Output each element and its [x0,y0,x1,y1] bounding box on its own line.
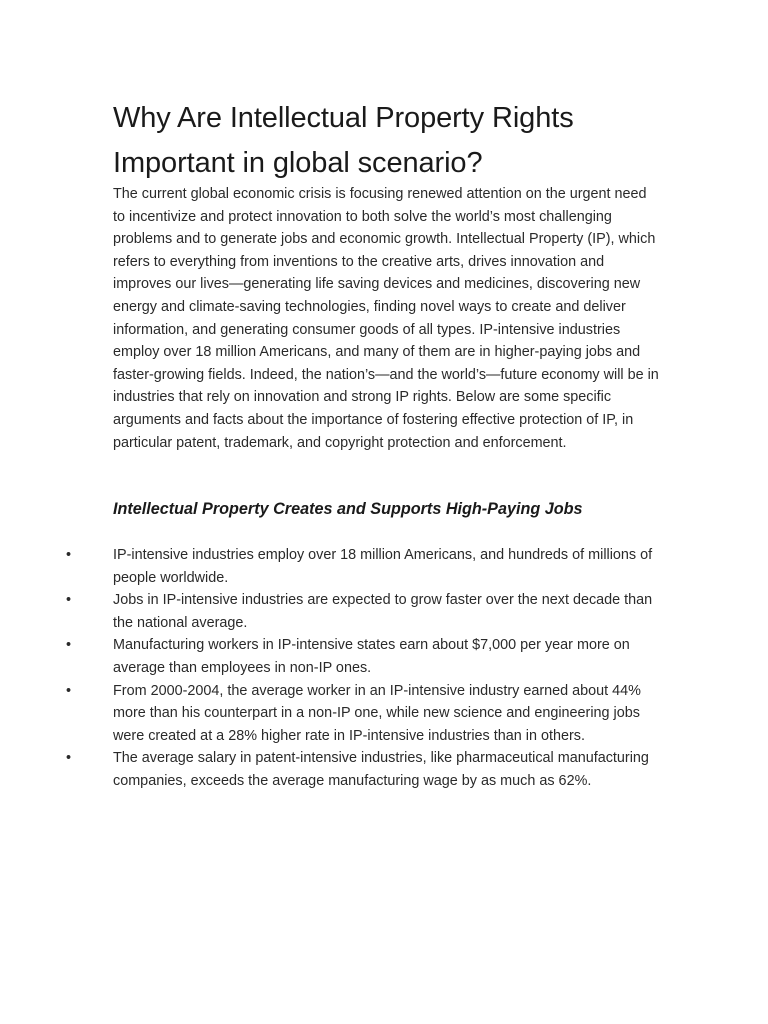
bullet-icon: • [66,682,72,699]
bullet-list [0,544,768,793]
bullet-icon: • [66,637,72,654]
bullet-text: IP-intensive industries employ over 18 million Americans, and hundreds of millions of people worldwide. [113,547,653,586]
bullet-item-3 [0,634,768,679]
bullet-text: The average salary in patent-intensive industries, like pharmaceutical manufacturing companies, exceeds the average manufacturing wage by as much as 62%. [113,750,649,789]
bullet-item-2 [0,589,768,634]
bullet-text: From 2000-2004, the average worker in an IP-intensive industry earned about 44% more than his counterpart in a non-IP one, while new science and engineering jobs were created at a 28% higher rate in IP-intensive industries than in others. [113,682,641,744]
section-heading: Intellectual Property Creates and Supports High-Paying Jobs [113,500,583,518]
bullet-icon: • [66,547,72,563]
bullet-icon: • [66,592,72,609]
bullet-item-5 [0,747,768,792]
bullet-item-4 [0,680,768,748]
document-title: Why Are Intellectual Property Rights Important in global scenario? [113,102,574,179]
intro-paragraph: The current global economic crisis is focusing renewed attention on the urgent need to incentivize and protect innovation to both solve the world’s most challenging problems and to generate jobs and economic growth. Intellectual Property (IP), which refers to everything from inventions to the creative arts, drives innovation and improves our lives—generating life saving devices and medicines, discovering new energy and climate-saving technologies, finding novel ways to create and deliver information, and generating consumer goods of all types. IP-intensive industries employ over 18 million Americans, and many of them are in higher-paying jobs and faster-growing fields. Indeed, the nation’s—and the world’s—future economy will be in industries that rely on innovation and strong IP rights. Below are some specific arguments and facts about the importance of fostering effective protection of IP, in particular patent, trademark, and copyright protection and enforcement. [113,186,659,451]
bullet-item-1 [0,544,768,589]
bullet-text: Jobs in IP-intensive industries are expected to grow faster over the next decade than the national average. [113,592,653,631]
bullet-icon: • [66,750,72,767]
bullet-text: Manufacturing workers in IP-intensive states earn about $7,000 per year more on average than employees in non-IP ones. [113,637,630,676]
